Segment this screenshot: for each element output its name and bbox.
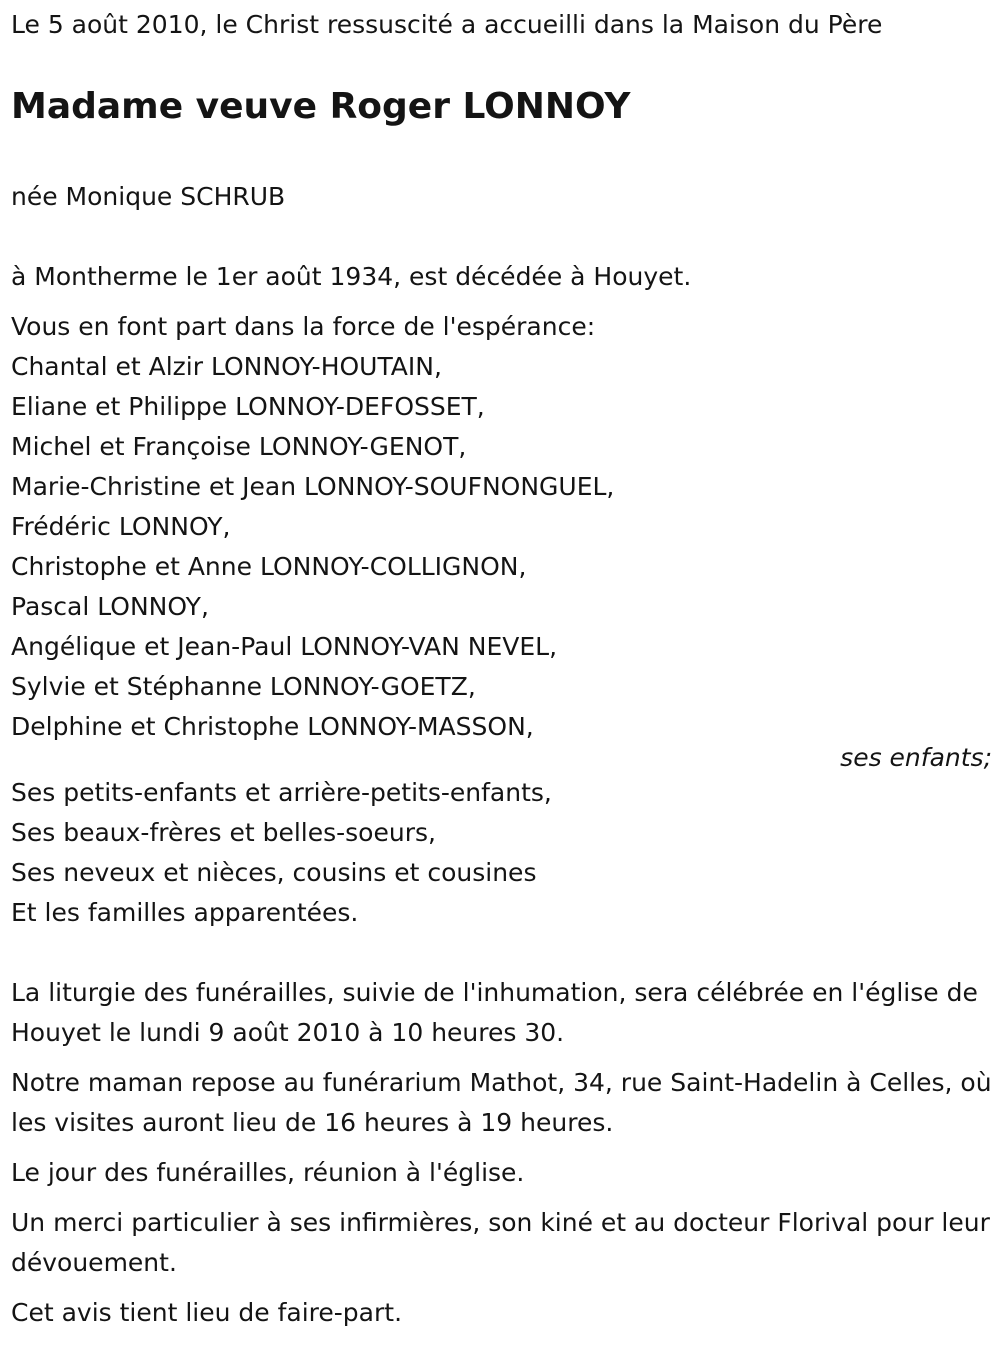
deceased-name: Madame veuve Roger LONNOY [11, 86, 631, 127]
list-item: Ses neveux et nièces, cousins et cousines [11, 858, 537, 887]
list-item: Pascal LONNOY, [11, 592, 209, 621]
list-item: Christophe et Anne LONNOY-COLLIGNON, [11, 552, 527, 581]
other-family-list [11, 773, 996, 933]
thanks-text: Un merci particulier à ses infirmières, son kiné et au docteur Florival pour leur dévouement. [11, 1208, 990, 1277]
list-item: Delphine et Christophe LONNOY-MASSON, [11, 712, 534, 741]
list-item: Michel et Françoise LONNOY-GENOT, [11, 432, 467, 461]
obituary-notice [11, 5, 996, 1333]
list-item: Marie-Christine et Jean LONNOY-SOUFNONGUEL, [11, 472, 615, 501]
list-item: Et les familles apparentées. [11, 898, 359, 927]
list-item: Chantal et Alzir LONNOY-HOUTAIN, [11, 352, 442, 381]
list-item: Angélique et Jean-Paul LONNOY-VAN NEVEL, [11, 632, 558, 661]
liturgy-text: La liturgie des funérailles, suivie de l'inhumation, sera célébrée en l'église de Houyet le lundi 9 août 2010 à 10 heures 30. [11, 978, 978, 1047]
announcement-text: Vous en font part dans la force de l'espérance: [11, 312, 596, 341]
children-list [11, 347, 996, 747]
list-item: Frédéric LONNOY, [11, 512, 231, 541]
funerarium-text: Notre maman repose au funérarium Mathot, 34, rue Saint-Hadelin à Celles, où les visites auront lieu de 16 heures à 19 heures. [11, 1068, 992, 1137]
list-item: Eliane et Philippe LONNOY-DEFOSSET, [11, 392, 485, 421]
birth-death-text: à Montherme le 1er août 1934, est décédée à Houyet. [11, 262, 692, 291]
list-item: Ses petits-enfants et arrière-petits-enfants, [11, 778, 552, 807]
list-item: Sylvie et Stéphanne LONNOY-GOETZ, [11, 672, 476, 701]
closing-text: Cet avis tient lieu de faire-part. [11, 1298, 403, 1327]
meeting-text: Le jour des funérailles, réunion à l'église. [11, 1158, 525, 1187]
list-item: Ses beaux-frères et belles-soeurs, [11, 818, 436, 847]
intro-text: Le 5 août 2010, le Christ ressuscité a accueilli dans la Maison du Père [11, 10, 883, 39]
maiden-name: née Monique SCHRUB [11, 182, 286, 211]
children-relation-label: ses enfants; [840, 743, 992, 772]
